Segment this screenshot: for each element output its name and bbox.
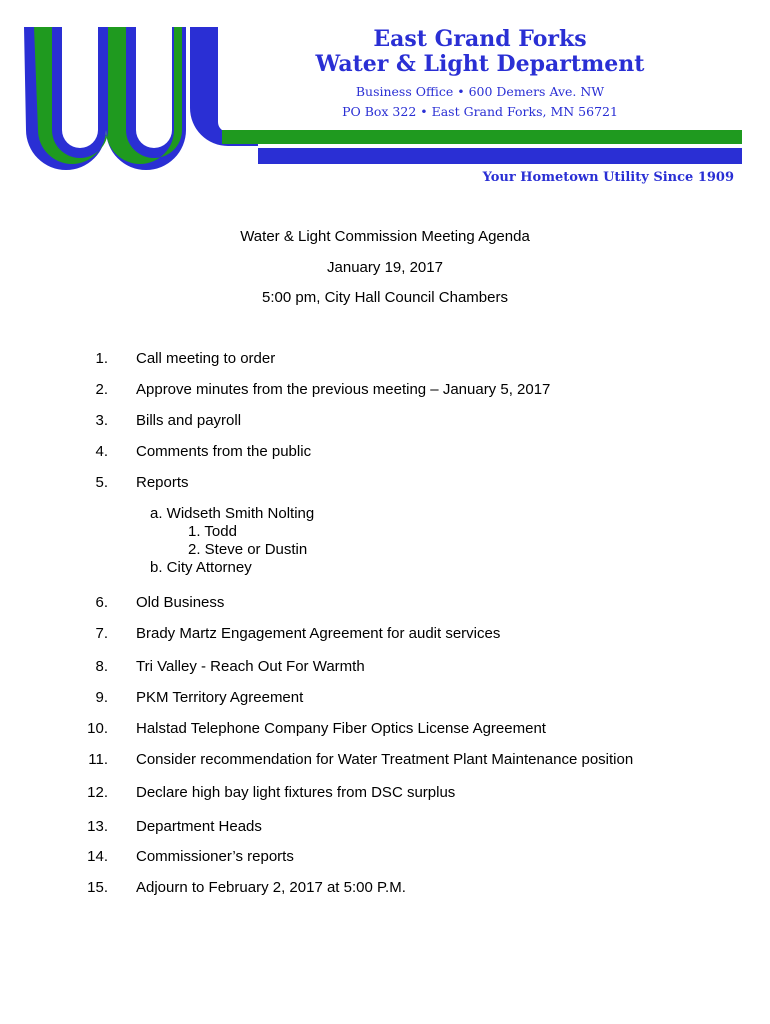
agenda-item-text: Consider recommendation for Water Treatment Plant Maintenance position: [136, 751, 634, 768]
agenda-item-number: 9.: [95, 689, 108, 706]
agenda-item-number: 2.: [95, 381, 108, 398]
agenda-item-number: 13.: [87, 818, 108, 835]
agenda-item-text: Call meeting to order: [136, 350, 276, 367]
agenda-item-number: 1.: [95, 350, 108, 367]
agenda-item-number: 4.: [95, 443, 108, 460]
agenda-item-number: 8.: [95, 658, 108, 675]
agenda-item-text: Declare high bay light fixtures from DSC surplus: [136, 784, 456, 801]
agenda-item-text: Comments from the public: [136, 443, 312, 460]
address-line1: Business Office • 600 Demers Ave. NW: [355, 84, 605, 99]
agenda-item-text: Reports: [136, 474, 189, 491]
agenda-item-text: Department Heads: [136, 818, 262, 835]
org-name-line2: Water & Light Department: [315, 51, 645, 77]
address-line2: PO Box 322 • East Grand Forks, MN 56721: [342, 104, 618, 119]
report-sub-item: b. City Attorney: [150, 559, 252, 576]
agenda-item-text: Brady Martz Engagement Agreement for audit services: [136, 625, 501, 642]
meeting-date: January 19, 2017: [327, 259, 443, 276]
report-sub-item: 1. Todd: [188, 523, 237, 540]
report-sub-item: a. Widseth Smith Nolting: [150, 505, 315, 522]
meeting-title: Water & Light Commission Meeting Agenda: [240, 228, 530, 245]
agenda-item-text: Approve minutes from the previous meeting – January 5, 2017: [136, 381, 551, 398]
letterhead-text: [310, 26, 650, 122]
agenda-item-text: PKM Territory Agreement: [136, 689, 304, 706]
meeting-time-location: 5:00 pm, City Hall Council Chambers: [262, 289, 508, 306]
agenda-item-number: 11.: [88, 751, 108, 768]
logo-blue-bar: [258, 148, 742, 164]
agenda-item-number: 14.: [87, 848, 108, 865]
report-sub-item: 2. Steve or Dustin: [188, 541, 308, 558]
agenda-item-number: 5.: [95, 474, 108, 491]
org-name-line1: East Grand Forks: [373, 26, 587, 52]
agenda-item-number: 6.: [95, 594, 108, 611]
agenda-item-number: 10.: [87, 720, 108, 737]
agenda-item-number: 7.: [95, 625, 108, 642]
agenda-item-text: Halstad Telephone Company Fiber Optics License Agreement: [136, 720, 546, 737]
agenda-item-number: 12.: [87, 784, 108, 801]
agenda-item-number: 15.: [87, 879, 108, 896]
logo-green-bar: [222, 130, 742, 144]
agenda-item-text: Old Business: [136, 594, 225, 611]
agenda-item-number: 3.: [95, 412, 108, 429]
agenda-item-text: Adjourn to February 2, 2017 at 5:00 P.M.: [136, 879, 406, 896]
agenda-item-text: Bills and payroll: [136, 412, 242, 429]
agenda-item-text: Tri Valley - Reach Out For Warmth: [136, 658, 365, 675]
logo-white-gap: [258, 144, 742, 148]
agenda-item-text: Commissioner’s reports: [136, 848, 294, 865]
tagline: Your Hometown Utility Since 1909: [482, 170, 734, 185]
